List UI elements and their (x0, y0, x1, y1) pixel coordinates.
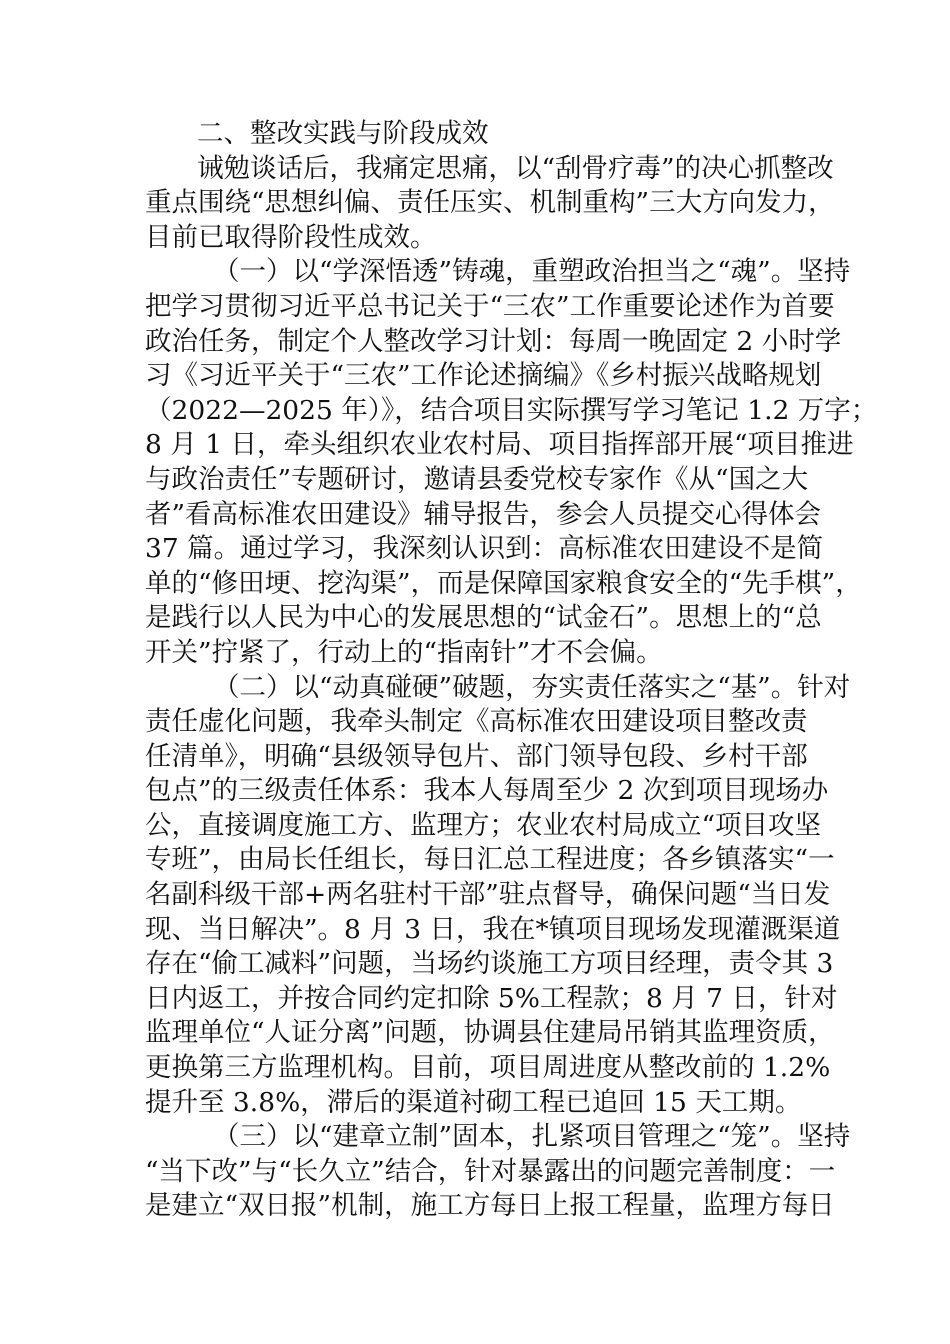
paragraph-intro-line: 诫勉谈话后，我痛定思痛，以“刮骨疗毒”的决心抓整改 (197, 152, 834, 184)
paragraph-part2-line: 提升至 3.8%，滞后的渠道衬砌工程已追回 15 天工期。 (145, 1086, 802, 1118)
paragraph-part2-line: 监理单位“人证分离”问题，协调县住建局吊销其监理资质， (145, 1017, 835, 1049)
paragraph-part1-line: 政治任务，制定个人整改学习计划：每周一晚固定 2 小时学 (145, 325, 842, 357)
paragraph-intro-line: 重点围绕“思想纠偏、责任压实、机制重构”三大方向发力， (145, 187, 835, 219)
paragraph-part2-line: 任清单》，明确“县级领导包片、部门领导包段、乡村干部 (145, 740, 808, 772)
paragraph-part1-line: 是践行以人民为中心的发展思想的“试金石”。思想上的“总 (145, 602, 822, 634)
paragraph-part1-line: 与政治责任”专题研讨，邀请县委党校专家作《从“国之大 (145, 463, 809, 495)
paragraph-part3-line: “当下改”与“长久立”结合，针对暴露出的问题完善制度：一 (145, 1155, 836, 1187)
section-heading: 二、整改实践与阶段成效 (197, 118, 489, 149)
paragraph-part2-line: 现、当日解决”。8 月 3 日，我在*镇项目现场发现灌溉渠道 (145, 913, 841, 945)
paragraph-part2-line: 包点”的三级责任体系：我本人每周至少 2 次到项目现场办 (145, 775, 829, 807)
paragraph-part1-line: 者”看高标准农田建设》辅导报告，参会人员提交心得体会 (145, 498, 822, 530)
paragraph-part2-line: 存在“偷工减料”问题，当场约谈施工方项目经理，责令其 3 (145, 948, 834, 980)
paragraph-part2-line: 公，直接调度施工方、监理方；农业农村局成立“项目攻坚 (145, 809, 822, 841)
paragraph-part1-line: 把学习贯彻习近平总书记关于“三农”工作重要论述作为首要 (145, 290, 835, 322)
paragraph-part2-line: 更换第三方监理机构。目前，项目周进度从整改前的 1.2% (145, 1052, 831, 1084)
paragraph-part1-line: 单的“修田埂、挖沟渠”，而是保障国家粮食安全的“先手棋”， (145, 567, 862, 599)
paragraph-part2-line: 日内返工，并按合同约定扣除 5%工程款；8 月 7 日，针对 (145, 982, 838, 1014)
paragraph-part2-line: （二）以“动真碰硬”破题，夯实责任落实之“基”。针对 (213, 671, 851, 703)
paragraph-part1-line: 8 月 1 日，牵头组织农业农村局、项目指挥部开展“项目推进 (145, 429, 854, 461)
paragraph-part1-line: （2022—2025 年）》，结合项目实际撰写学习笔记 1.2 万字； (145, 394, 878, 426)
paragraph-part1-line: 开关”拧紧了，行动上的“指南针”才不会偏。 (145, 636, 663, 668)
paragraph-part3-line: 是建立“双日报”机制，施工方每日上报工程量，监理方每日 (145, 1190, 835, 1222)
paragraph-part1-line: 37 篇。通过学习，我深刻认识到：高标准农田建设不是简 (145, 533, 824, 565)
paragraph-part2-line: 名副科级干部+两名驻村干部”驻点督导，确保问题“当日发 (145, 879, 831, 911)
paragraph-part3-line: （三）以“建章立制”固本，扎紧项目管理之“笼”。坚持 (213, 1121, 851, 1153)
paragraph-part1-line: （一）以“学深悟透”铸魂，重塑政治担当之“魂”。坚持 (213, 256, 851, 288)
paragraph-part2-line: 责任虚化问题，我牵头制定《高标准农田建设项目整改责 (145, 706, 808, 738)
paragraph-part2-line: 专班”，由局长任组长，每日汇总工程进度；各乡镇落实“一 (145, 844, 835, 876)
paragraph-intro-line: 目前已取得阶段性成效。 (145, 221, 437, 253)
paragraph-part1-line: 习《习近平关于“三农”工作论述摘编》《乡村振兴战略规划 (145, 360, 822, 392)
document-body (145, 117, 878, 1224)
